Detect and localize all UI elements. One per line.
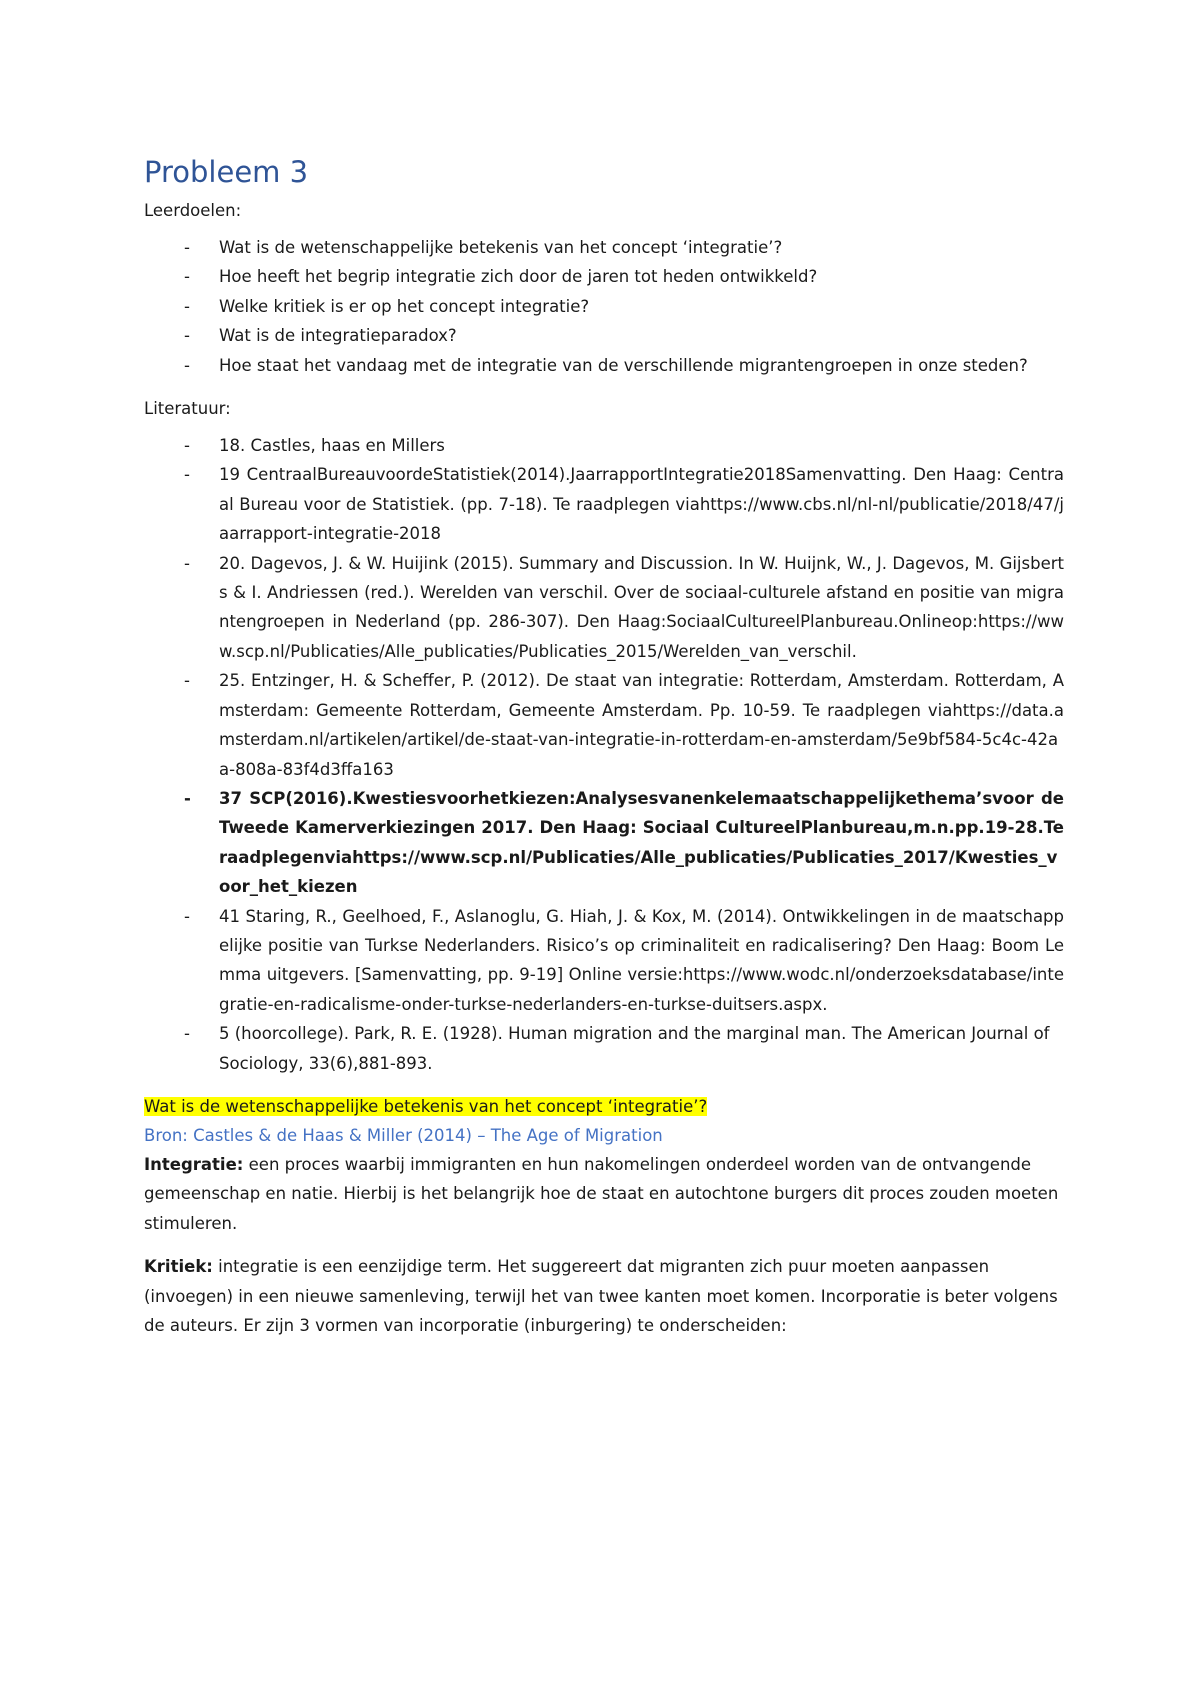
source-line: Bron: Castles & de Haas & Miller (2014) – The Age of Migration xyxy=(144,1125,663,1145)
kritiek-label: Kritiek: xyxy=(144,1257,213,1277)
dash-icon: - xyxy=(184,238,190,257)
dash-icon: - xyxy=(184,788,191,808)
kritiek-paragraph xyxy=(144,1252,1064,1340)
reference-item: - 18. Castles, haas en Millers xyxy=(144,431,1064,460)
list-item: - Wat is de integratieparadox? xyxy=(144,321,1064,350)
section-heading-wrapper xyxy=(144,1092,1064,1121)
literatuur-list xyxy=(144,431,1064,1078)
leerdoelen-label: Leerdoelen: xyxy=(144,201,242,220)
dash-icon: - xyxy=(184,906,190,926)
dash-icon: - xyxy=(184,553,190,573)
reference-item: - 5 (hoorcollege). Park, R. E. (1928). Human migration and the marginal man. The American Journal of Sociology, 33(6),881-893. xyxy=(144,1019,1064,1078)
dash-icon: - xyxy=(184,465,190,485)
reference-item: - 37 SCP(2016).Kwestiesvoorhetkiezen:Analysesvanenkelemaatschappelijkethema’svoor de Tweede Kamerverkiezingen 2017. Den Haag: Sociaal CultureelPlanbureau,m.n.pp.19-28.Teraadplegenviahttps://www.scp.nl/Publicaties/Alle_publicaties/Publicaties_2017/Kwesties_voor_het_kiezen xyxy=(144,784,1064,902)
dash-icon: - xyxy=(184,436,190,456)
document-page xyxy=(144,150,1064,1340)
list-item: - Hoe staat het vandaag met de integratie van de verschillende migrantengroepen in onze steden? xyxy=(144,351,1064,380)
reference-item: - 25. Entzinger, H. & Scheffer, P. (2012). De staat van integratie: Rotterdam, Amsterdam. Rotterdam, Amsterdam: Gemeente Rotterdam, Gemeente Amsterdam. Pp. 10-59. Te raadplegen viahttps://data.amsterdam.nl/artikelen/artikel/de-staat-van-integratie-in-rotterdam-en-amsterdam/5e9bf584-5c4c-42aa-808a-83f4d3ffa163 xyxy=(144,666,1064,784)
integratie-paragraph xyxy=(144,1150,1064,1238)
dash-icon: - xyxy=(184,1024,190,1044)
integratie-label: Integratie: xyxy=(144,1154,244,1174)
reference-item: - 19 CentraalBureauvoordeStatistiek(2014).JaarrapportIntegratie2018Samenvatting. Den Haag: Centraal Bureau voor de Statistiek. (pp. 7-18). Te raadplegen viahttps://www.cbs.nl/nl-nl/publicatie/2018/47/jaarrapport-integratie-2018 xyxy=(144,460,1064,548)
reference-item: - 41 Staring, R., Geelhoed, F., Aslanoglu, G. Hiah, J. & Kox, M. (2014). Ontwikkelingen in de maatschappelijke positie van Turkse Nederlanders. Risico’s op criminaliteit en radicalisering? Den Haag: Boom Lemma uitgevers. [Samenvatting, pp. 9-19] Online versie:https://www.wodc.nl/onderzoeksdatabase/integratie-en-radicalisme-onder-turkse-nederlanders-en-turkse-duitsers.aspx. xyxy=(144,902,1064,1020)
page-title: Probleem 3 xyxy=(144,155,309,189)
integratie-text: een proces waarbij immigranten en hun nakomelingen onderdeel worden van de ontvangende gemeenschap en natie. Hierbij is het belangrijk hoe de staat en autochtone burgers dit proces zouden moeten stimuleren. xyxy=(144,1154,1059,1233)
kritiek-text: integratie is een eenzijdige term. Het suggereert dat migranten zich puur moeten aanpassen (invoegen) in een nieuwe samenleving, terwijl het van twee kanten moet komen. Incorporatie is beter volgens de auteurs. Er zijn 3 vormen van incorporatie (inburgering) te onderscheiden: xyxy=(144,1257,1058,1335)
leerdoelen-list xyxy=(144,233,1064,380)
dash-icon: - xyxy=(184,267,190,287)
section-heading: Wat is de wetenschappelijke betekenis van het concept ‘integratie’? xyxy=(144,1096,708,1116)
reference-item: - 20. Dagevos, J. & W. Huijink (2015). Summary and Discussion. In W. Huijnk, W., J. Dagevos, M. Gijsberts & I. Andriessen (red.). Werelden van verschil. Over de sociaal-culturele afstand en positie van migrantengroepen in Nederland (pp. 286-307). Den Haag:SociaalCultureelPlanbureau.Onlineop:https://www.scp.nl/Publicaties/Alle_publicaties/Publicaties_2015/Werelden_van_verschil. xyxy=(144,549,1064,667)
dash-icon: - xyxy=(184,326,190,346)
literatuur-label: Literatuur: xyxy=(144,399,231,419)
list-item: - Wat is de wetenschappelijke betekenis van het concept ‘integratie’? xyxy=(144,233,1064,262)
list-item: - Welke kritiek is er op het concept integratie? xyxy=(144,292,1064,321)
dash-icon: - xyxy=(184,355,190,375)
list-item: - Hoe heeft het begrip integratie zich door de jaren tot heden ontwikkeld? xyxy=(144,262,1064,291)
dash-icon: - xyxy=(184,671,190,691)
dash-icon: - xyxy=(184,296,190,316)
